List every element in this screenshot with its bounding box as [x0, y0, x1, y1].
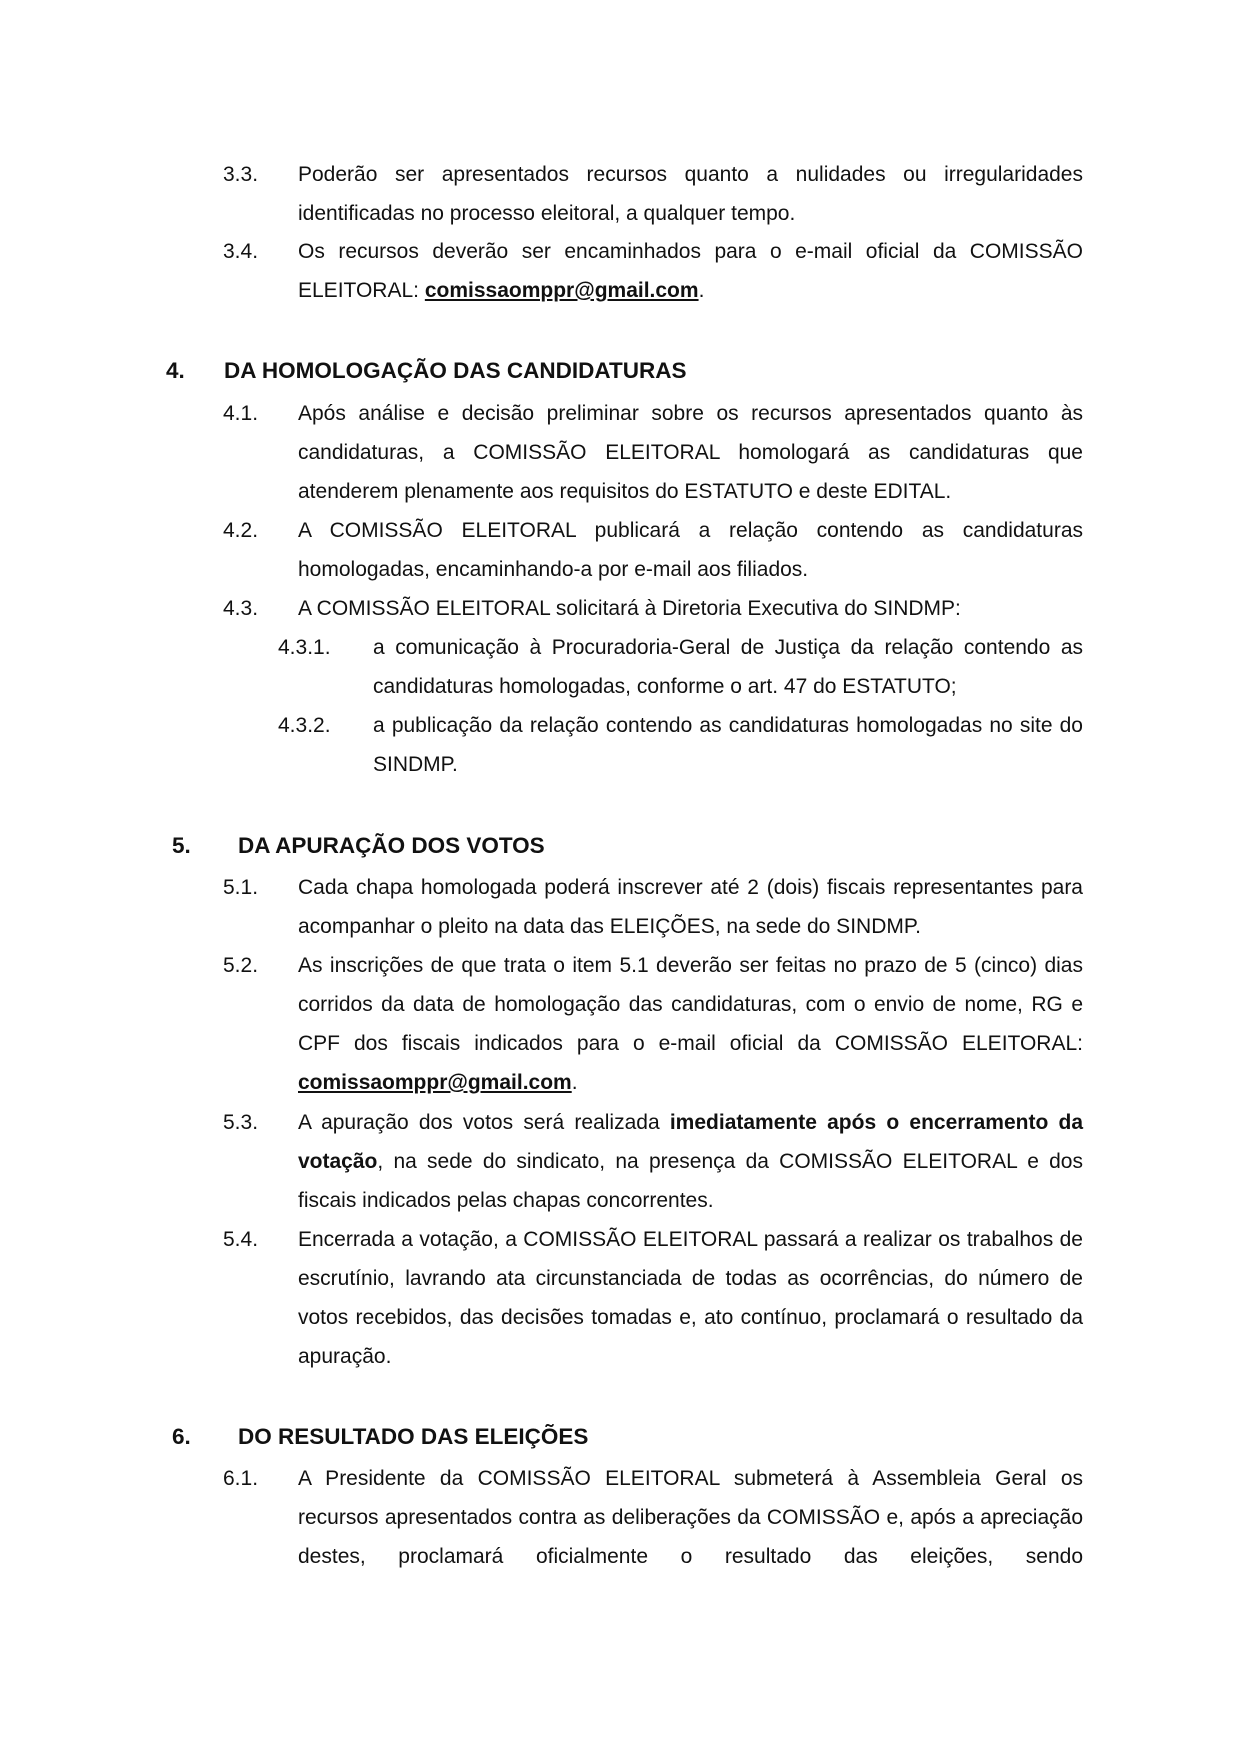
clause-text-part: .	[698, 279, 705, 302]
clause-text-part: A apuração dos votos será realizada	[298, 1111, 670, 1134]
clause-number: 6.1.	[223, 1467, 259, 1490]
clause-text: a publicação da relação contendo as candidaturas homologadas no site do SINDMP.	[373, 714, 1083, 776]
clause-text: a comunicação à Procuradoria-Geral de Justiça da relação contendo as candidaturas homologadas, conforme o art. 47 do ESTATUTO;	[373, 636, 1083, 698]
clause-number: 4.3.2.	[278, 714, 331, 737]
section-number: 6.	[172, 1424, 191, 1449]
section-number: 5.	[172, 833, 191, 858]
clause-number: 4.1.	[223, 402, 259, 425]
clause-text: Poderão ser apresentados recursos quanto a nulidades ou irregularidades identificadas no processo eleitoral, a qualquer tempo.	[298, 163, 1083, 225]
clause-number: 4.3.	[223, 597, 259, 620]
email-link[interactable]: comissaomppr@gmail.com	[424, 279, 699, 302]
clause-text	[298, 1103, 1083, 1220]
section-title: DA APURAÇÃO DOS VOTOS	[238, 833, 545, 858]
clause-number: 4.2.	[223, 519, 259, 542]
clause-number: 3.4.	[223, 240, 259, 263]
clause-number: 5.2.	[223, 954, 259, 977]
section-title: DA HOMOLOGAÇÃO DAS CANDIDATURAS	[224, 358, 687, 383]
clause-text-part: As inscrições de que trata o item 5.1 deverão ser feitas no prazo de 5 (cinco) dias corridos da data de homologação das candidaturas, com o envio de nome, RG e CPF dos fiscais indicados para o e-mail oficial da COMISSÃO ELEITORAL:	[298, 954, 1083, 1055]
bold-emphasis: imediatamente após o encerramento da votação	[298, 1111, 1083, 1173]
clause-text-part: .	[571, 1071, 578, 1094]
clause-number: 3.3.	[223, 163, 259, 186]
clause-text	[298, 946, 1083, 1102]
clause-text: Após análise e decisão preliminar sobre os recursos apresentados quanto às candidaturas, a COMISSÃO ELEITORAL homologará as candidaturas que atenderem plenamente aos requisitos do ESTATUTO e deste EDITAL.	[298, 402, 1083, 503]
section-number: 4.	[166, 358, 185, 383]
section-title: DO RESULTADO DAS ELEIÇÕES	[238, 1424, 589, 1449]
clause-text-part: Os recursos deverão ser encaminhados para o e-mail oficial da COMISSÃO ELEITORAL:	[298, 240, 1083, 302]
clause-text: Cada chapa homologada poderá inscrever até 2 (dois) fiscais representantes para acompanhar o pleito na data das ELEIÇÕES, na sede do SINDMP.	[298, 876, 1083, 938]
clause-text: A COMISSÃO ELEITORAL publicará a relação contendo as candidaturas homologadas, encaminhando-a por e-mail aos filiados.	[298, 519, 1083, 581]
clause-number: 5.3.	[223, 1111, 259, 1134]
clause-text	[298, 232, 1083, 310]
clause-number: 5.1.	[223, 876, 259, 899]
email-link[interactable]: comissaomppr@gmail.com	[298, 1071, 572, 1094]
clause-text: Encerrada a votação, a COMISSÃO ELEITORAL passará a realizar os trabalhos de escrutínio, lavrando ata circunstanciada de todas as ocorrências, do número de votos recebidos, das decisões tomadas e, ato contínuo, proclamará o resultado da apuração.	[298, 1228, 1083, 1368]
clause-text-part: , na sede do sindicato, na presença da COMISSÃO ELEITORAL e dos fiscais indicados pelas chapas concorrentes.	[298, 1150, 1083, 1212]
clause-number: 4.3.1.	[278, 636, 331, 659]
clause-number: 5.4.	[223, 1228, 259, 1251]
clause-text: A Presidente da COMISSÃO ELEITORAL submeterá à Assembleia Geral os recursos apresentados contra as deliberações da COMISSÃO e, após a apreciação destes, proclamará oficialmente o resultado das eleições, sendo	[298, 1467, 1083, 1568]
clause-text: A COMISSÃO ELEITORAL solicitará à Diretoria Executiva do SINDMP:	[298, 597, 961, 620]
